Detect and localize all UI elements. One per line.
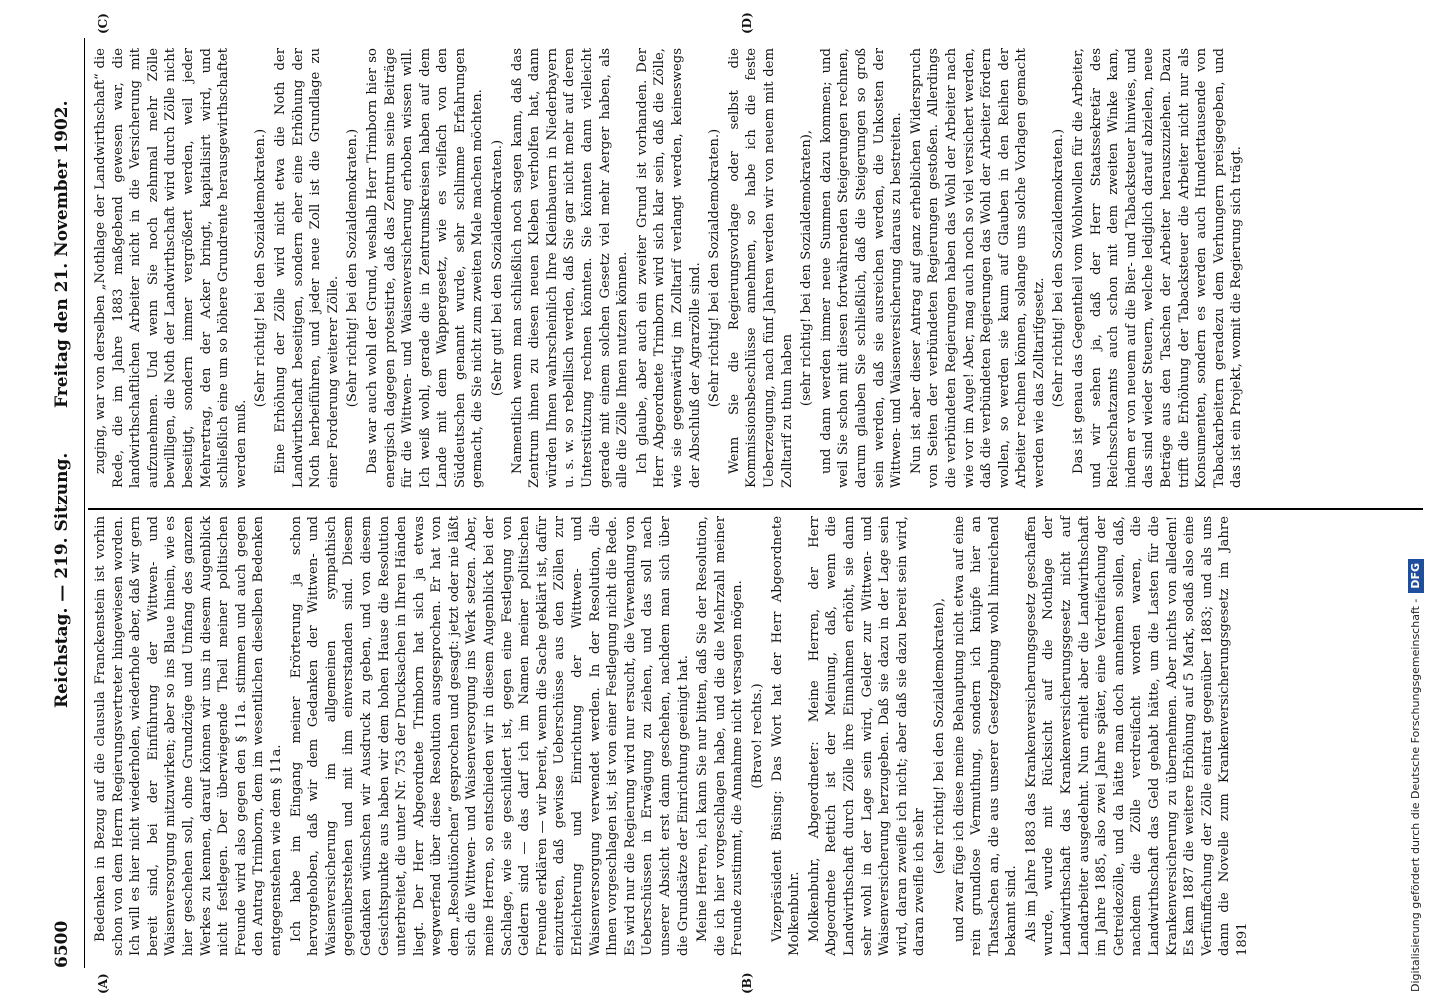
paragraph: Ich habe im Eingang meiner Erörterung ja schon hervorgehoben, daß wir dem Gedanken der Wittwen- und Waisenversicherung im allgemeinen sympathisch gegenüberstehen und mit ihm einverstanden sind. Diesem Gedanken wünschen wir Ausdruck zu geben, und von diesem Gesichtspunkte aus haben wir dem hohen Hause die Resolution unterbreitet, die unter Nr. 753 der Drucksachen in Ihren Händen liegt. Der Herr Abgeordnete Trimborn hat sich ja etwas wegwerfend über diese Resolution ausgesprochen. Er hat von dem „Resolutiönchen“ gesprochen und gesagt: jetzt oder nie läßt sich die Wittwen- und Waisenversorgung ins Werk setzen. Aber, meine Herren, so entschieden wir in diesem Augenblick bei der Sachlage, wie sie geschildert ist, gegen eine Festlegung von Geldern sind — das darf ich im Namen meiner politischen Freunde erklären — wir bereit, wenn die Sache geklärt ist, dafür einzutreten, daß gewisse Ueberschüsse aus den Zöllen zur Erleichterung und Einrichtung der Wittwen- und Waisenversorgung verwendet werden. In der Resolution, die Ihnen vorgeschlagen ist, ist von einer Festlegung nicht die Rede. Es wird nur die Regierung wird nur ersucht, die Verwendung von Ueberschüssen in Erwägung zu ziehen, und das soll nach unserer Absicht erst dann geschehen, nachdem man sich über die Grundsätze der Einrichtung geeinigt hat. bbox=[288, 516, 691, 956]
header-rule bbox=[84, 38, 85, 968]
interjection: (sehr richtig! bei den Sozialdemokraten), bbox=[931, 597, 947, 875]
dfg-logo: DFG bbox=[1408, 559, 1424, 593]
session-title: Reichstag. — 219. Sitzung. bbox=[52, 452, 72, 708]
interjection: (Sehr richtig! bei den Sozialdemokraten.) bbox=[253, 128, 269, 408]
paragraph: Bedenken in Bezug auf die clausula Franckenstein ist vorhin schon von dem Herrn Regierungsvertreter hingewiesen worden. Ich will es hier nicht wiederholen, wiederhole aber, daß wir gern bereit sind, bei der Einführung der Wittwen- und Waisenversorgung mitzuwirken; aber so ins Blaue hinein, wie es hier geschehen soll, ohne Grundzüge und Umfang des ganzen Werkes zu kennen, darauf können wir uns in diesem Augenblick nicht festlegen. Der überwiegende Theil meiner politischen Freunde wird also gegen den § 11a. stimmen und auch gegen den Antrag Trimborn, dem im wesentlichen dieselben Bedenken entgegenstehen wie dem § 11a. bbox=[93, 516, 284, 956]
margin-marker-c: (C) bbox=[96, 13, 110, 34]
paragraph: Nun ist aber dieser Antrag auf ganz erheblichen Widerspruch von Seiten der verbündeten Regierungen gestoßen. Allerdings die verbündeten Regierungen haben das Wohl der Arbeiter nach wie vor im Auge! Aber, mag auch noch so viel versichert werden, daß die verbündeten Regierungen das Wohl der Arbeiter fördern wollen, so werden sie kaum auf Glauben in den Reihen der Arbeiter rechnen können, solange uns solche Vorlagen gemacht werden wie das Zolltarifgesetz. bbox=[908, 48, 1047, 488]
margin-marker-d: (D) bbox=[740, 12, 754, 34]
paragraph: Molkenbuhr, Abgeordneter: Meine Herren, der Herr Abgeordnete Rettich ist der Meinung, daß, wenn die Landwirthschaft durch Zölle ihre Einnahmen erhöht, sie dann sehr wohl in der Lage sein wird, Gelder zur Wittwen- und Waisenversicherung herzugeben. Daß sie dazu in der Lage sein wird, daran zweifle ich nicht; aber daß sie dazu bereit sein wird, daran zweifle ich sehr bbox=[806, 516, 928, 956]
paragraph: Ich glaube, aber auch ein zweiter Grund ist vorhanden. Der Herr Abgeordnete Trimborn wird sich klar sein, daß die Zölle, wie sie gegenwärtig im Zolltarif verlangt werden, keineswegs der Abschluß der Agrarzölle sind. bbox=[634, 48, 703, 488]
interjection: (Sehr gut! bei den Sozialdemokraten.) bbox=[490, 139, 506, 397]
margin-marker-a: (A) bbox=[96, 973, 110, 994]
session-date: Freitag den 21. November 1902. bbox=[52, 100, 72, 408]
paragraph: Das war auch wohl der Grund, weshalb Herr Trimborn hier so energisch dagegen protestirte, daß das Zentrum seine Beiträge für die Wittwen- und Waisenversicherung erhoben wissen will. Ich weiß wohl, gerade die in Zentrumskreisen haben auf dem Lande mit dem Wappergesetz, wie es vielfach von den Süddeutschen genannt wurde, sehr schlimme Erfahrungen gemacht, die Sie nicht zum zweiten Male machen möchten. bbox=[364, 48, 486, 488]
page-number: 6500 bbox=[52, 920, 72, 968]
paragraph: und zwar füge ich diese meine Behauptung nicht etwa auf eine rein grundlose Vermuthung, sondern ich knüpfe hier an Thatsachen an, die aus unserer Gesetzgebung wohl hinreichend bekannt sind. bbox=[951, 516, 1020, 956]
interjection: (Sehr richtig! bei den Sozialdemokraten.) bbox=[707, 128, 723, 408]
paragraph: Vizepräsident Büsing: Das Wort hat der Herr Abgeordnete Molkenbuhr. bbox=[769, 516, 803, 956]
left-column bbox=[92, 516, 1254, 956]
paragraph: Namentlich wenn man schließlich noch sagen kann, daß das Zentrum ihnen zu diesen neuen Kleben verholfen hat, dann würden Ihnen wahrscheinlich Ihre Kleinbauern in Niederbayern u. s. w. so rebellisch werden, daß Sie gar nicht mehr auf deren Unterstützung rechnen könnten. Sie könnten dann vielleicht gerade mit einem solchen Gesetz viel mehr Aerger haben, als alle die Zölle Ihnen nutzen können. bbox=[509, 48, 631, 488]
right-column bbox=[92, 48, 1248, 488]
paragraph: Eine Erhöhung der Zölle wird nicht etwa die Noth der Landwirthschaft beseitigen, sondern eher eine Erhöhung der Noth herbeiführen, und jeder neue Zoll ist die Grundlage zu einer Forderung weiterer Zölle. bbox=[272, 48, 341, 488]
paragraph: und dann werden immer neue Summen dazu kommen; und weil Sie schon mit diesen fortwährenden Steigerungen rechnen, darum glauben Sie schließlich, daß die Steigerungen so groß sein werden, daß sie ausreichen werden, die Unkosten der Wittwen- und Waisenversicherung daraus zu bestreiten. bbox=[818, 48, 905, 488]
column-divider bbox=[88, 508, 1423, 510]
interjection: (sehr richtig! bei den Sozialdemokraten), bbox=[799, 129, 815, 407]
margin-marker-b: (B) bbox=[740, 972, 754, 994]
paragraph: Als im Jahre 1883 das Krankenversicherungsgesetz geschaffen wurde, wurde mit Rücksicht auf die Nothlage der Landwirthschaft das Krankenversicherungsgesetz nicht auf Landarbeiter ausgedehnt. Nun erhielt aber die Landwirthschaft im Jahre 1885, also zwei Jahre später, eine Verdreifachung der Getreidezölle, und da hätte man doch annehmen sollen, daß, nachdem die Zölle verdreifacht worden waren, die Landwirthschaft das Geld gehabt hätte, um die Lasten für die Krankenversicherung zu übernehmen. Aber nichts von alledem! Es kam 1887 die weitere Erhöhung auf 5 Mark, sodaß also eine Verfünffachung der Zölle eintrat gegenüber 1883; und als uns dann die Novelle zum Krankenversicherungsgesetz im Jahre 1891 bbox=[1023, 516, 1250, 956]
paragraph: Das ist genau das Gegentheil vom Wohlwollen für die Arbeiter, und wir sehen ja, daß der Herr Staatssekretär des Reichsschatzamts auch schon mit dem zweiten Winke kam, indem er von neuem auf die Bier- und Tabacksteuer hinwies, und das sind wieder Steuern, welche lediglich darauf abzielen, neue Beträge aus den Taschen der Arbeiter herauszuziehen. Dazu trifft die Erhöhung der Tabacksteuer die Arbeiter nicht nur als Konsumenten, sondern es werden auch Hunderttausende von Tabackarbeitern geradezu dem Verhungern preisgegeben, und das ist ein Projekt, womit die Regierung sich trägt. bbox=[1071, 48, 1245, 488]
paragraph: zuging, war von derselben „Nothlage der Landwirthschaft“ die Rede, die im Jahre 1883 maßgebend gewesen war, die landwirthschaftlichen Arbeiter nicht in die Versicherung mit aufzunehmen. Und wenn Sie noch zehnmal mehr Zölle bewilligen, die Noth der Landwirthschaft wird durch Zölle nicht beseitigt, sondern immer vergrößert werden, weil jeder Mehrertrag, den der Acker bringt, kapitalisirt wird, und schließlich eine um so höhere Grundrente herausgewirthschaftet werden muß. bbox=[93, 48, 249, 488]
interjection: (Bravo! rechts.) bbox=[749, 683, 765, 789]
interjection: (Sehr richtig! bei den Sozialdemokraten.) bbox=[345, 128, 361, 408]
interjection: (Sehr richtig! bei den Sozialdemokraten.) bbox=[1051, 128, 1067, 408]
paragraph: Meine Herren, ich kann Sie nur bitten, daß Sie der Resolution, die ich hier vorgeschlagen habe, und die die Mehrzahl meiner Freunde zustimmt, die Annahme nicht versagen mögen. bbox=[695, 516, 746, 956]
paragraph: Wenn Sie die Regierungsvorlage oder selbst die Kommissionsbeschlüsse annehmen, so habe ich die feste Ueberzeugung, nach fünf Jahren werden wir von neuem mit dem Zolltarif zu thun haben bbox=[726, 48, 795, 488]
credit-text: Digitalisierung gefördert durch die Deutsche Forschungsgemeinschaft - bbox=[1409, 598, 1422, 992]
page-header bbox=[48, 38, 80, 968]
digitization-credit bbox=[1403, 8, 1429, 992]
